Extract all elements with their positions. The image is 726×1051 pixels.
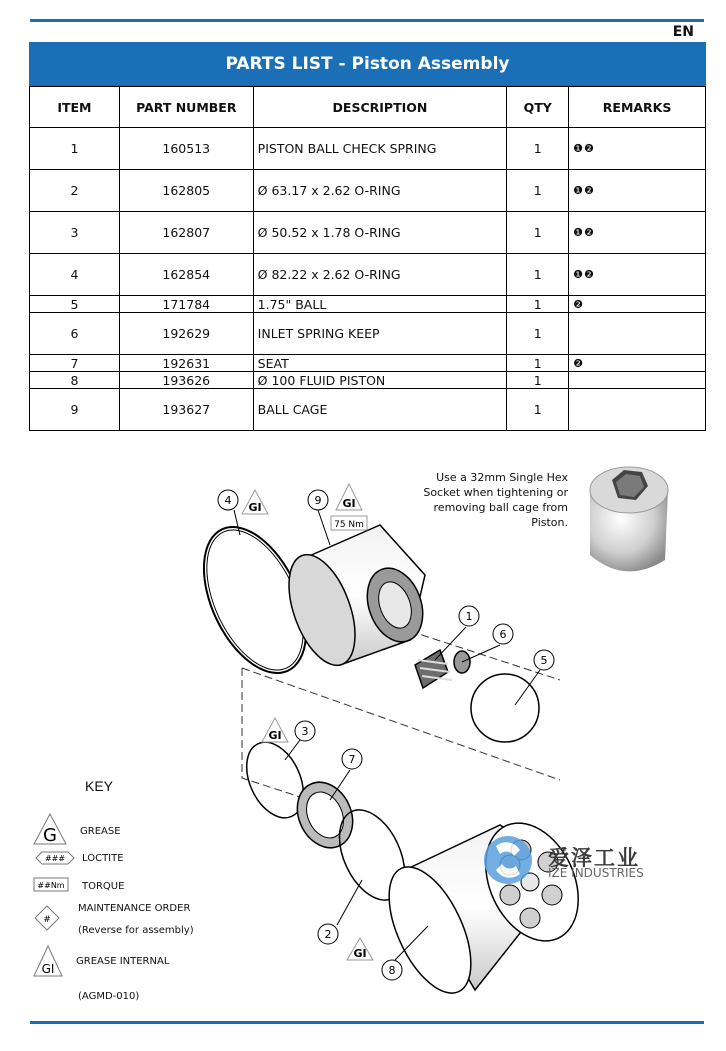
key-grease-internal-label: GREASE INTERNAL (76, 956, 170, 967)
column-header: ITEM (30, 87, 120, 128)
maintenance-order-symbol: # (43, 915, 51, 925)
remarks-cell (569, 389, 706, 431)
table-row (30, 128, 706, 170)
description-cell: Ø 100 FLUID PISTON (253, 372, 507, 389)
qty-cell: 1 (507, 313, 569, 355)
table-row (30, 355, 706, 372)
item-cell: 5 (30, 296, 120, 313)
description-cell: SEAT (253, 355, 507, 372)
part-number-cell: 193627 (119, 389, 253, 431)
page-title: PARTS LIST - Piston Assembly (29, 42, 706, 86)
grease-internal-symbol: GI (353, 947, 367, 960)
top-rule (30, 19, 704, 22)
callout-label: 9 (314, 494, 322, 507)
remarks-cell: ❶❷ (569, 128, 706, 170)
callout-label: 4 (224, 494, 232, 507)
key-torque-label: TORQUE (82, 881, 125, 892)
callout-label: 1 (465, 610, 473, 623)
remarks-cell (569, 313, 706, 355)
grease-internal-symbol: GI (342, 497, 356, 510)
table-row (30, 372, 706, 389)
item-cell: 6 (30, 313, 120, 355)
qty-cell: 1 (507, 170, 569, 212)
torque-value: 75 Nm (334, 520, 364, 530)
qty-cell: 1 (507, 128, 569, 170)
item-cell: 9 (30, 389, 120, 431)
callout-label: 8 (388, 964, 396, 977)
key-maintenance-note: (Reverse for assembly) (78, 925, 194, 936)
remarks-cell: ❷ (569, 296, 706, 313)
grease-internal-symbol: GI (248, 501, 262, 514)
watermark-logo-icon (484, 836, 532, 884)
column-header: REMARKS (569, 87, 706, 128)
qty-cell: 1 (507, 389, 569, 431)
remarks-cell: ❶❷ (569, 254, 706, 296)
qty-cell: 1 (507, 296, 569, 313)
ball-cage (276, 525, 433, 674)
table-row (30, 254, 706, 296)
qty-cell: 1 (507, 212, 569, 254)
parts-table (29, 86, 706, 431)
table-row (30, 389, 706, 431)
item-cell: 7 (30, 355, 120, 372)
remarks-cell: ❶❷ (569, 170, 706, 212)
qty-cell: 1 (507, 355, 569, 372)
grease-symbol: G (43, 825, 57, 846)
part-number-cell: 171784 (119, 296, 253, 313)
bottom-rule (30, 1021, 704, 1024)
description-cell: INLET SPRING KEEP (253, 313, 507, 355)
description-cell: 1.75" BALL (253, 296, 507, 313)
language-label: EN (672, 24, 694, 40)
remarks-cell (569, 372, 706, 389)
watermark-en: IZE INDUSTRIES (548, 866, 644, 880)
grease-internal-symbol: GI (41, 962, 55, 976)
hex-socket-icon (590, 467, 668, 571)
column-header: DESCRIPTION (253, 87, 507, 128)
part-number-cell: 160513 (119, 128, 253, 170)
ball (471, 674, 539, 742)
callout-label: 5 (540, 654, 548, 667)
description-cell: PISTON BALL CHECK SPRING (253, 128, 507, 170)
column-header: QTY (507, 87, 569, 128)
item-cell: 2 (30, 170, 120, 212)
fluid-piston (372, 808, 596, 1005)
column-header: PART NUMBER (119, 87, 253, 128)
table-row (30, 212, 706, 254)
description-cell: Ø 63.17 x 2.62 O-RING (253, 170, 507, 212)
key-maintenance-order-label: MAINTENANCE ORDER (78, 903, 191, 914)
part-number-cell: 193626 (119, 372, 253, 389)
table-header-row (30, 87, 706, 128)
callout-label: 6 (499, 628, 507, 641)
part-number-cell: 162854 (119, 254, 253, 296)
part-number-cell: 192629 (119, 313, 253, 355)
part-number-cell: 192631 (119, 355, 253, 372)
remarks-cell: ❶❷ (569, 212, 706, 254)
table-row (30, 170, 706, 212)
key-reference: (AGMD-010) (78, 991, 140, 1002)
table-row (30, 296, 706, 313)
item-cell: 8 (30, 372, 120, 389)
key-grease-label: GREASE (80, 826, 121, 837)
item-cell: 1 (30, 128, 120, 170)
loctite-symbol: ### (44, 854, 66, 863)
table-row (30, 313, 706, 355)
description-cell: BALL CAGE (253, 389, 507, 431)
remarks-cell: ❷ (569, 355, 706, 372)
qty-cell: 1 (507, 254, 569, 296)
grease-internal-symbol: GI (268, 729, 282, 742)
key-loctite-label: LOCTITE (82, 853, 124, 864)
socket-note: Use a 32mm Single Hex Socket when tightening or removing ball cage from Piston. (423, 471, 568, 529)
description-cell: Ø 82.22 x 2.62 O-RING (253, 254, 507, 296)
callout-label: 3 (301, 725, 309, 738)
item-cell: 4 (30, 254, 120, 296)
description-cell: Ø 50.52 x 1.78 O-RING (253, 212, 507, 254)
qty-cell: 1 (507, 372, 569, 389)
ball-check-spring (415, 650, 452, 688)
part-number-cell: 162807 (119, 212, 253, 254)
callout-label: 7 (348, 753, 356, 766)
key-title: KEY (85, 778, 114, 794)
item-cell: 3 (30, 212, 120, 254)
watermark-cn: 爱泽工业 (548, 846, 640, 870)
torque-symbol: ##Nm (37, 881, 65, 890)
part-number-cell: 162805 (119, 170, 253, 212)
callout-label: 2 (324, 928, 332, 941)
